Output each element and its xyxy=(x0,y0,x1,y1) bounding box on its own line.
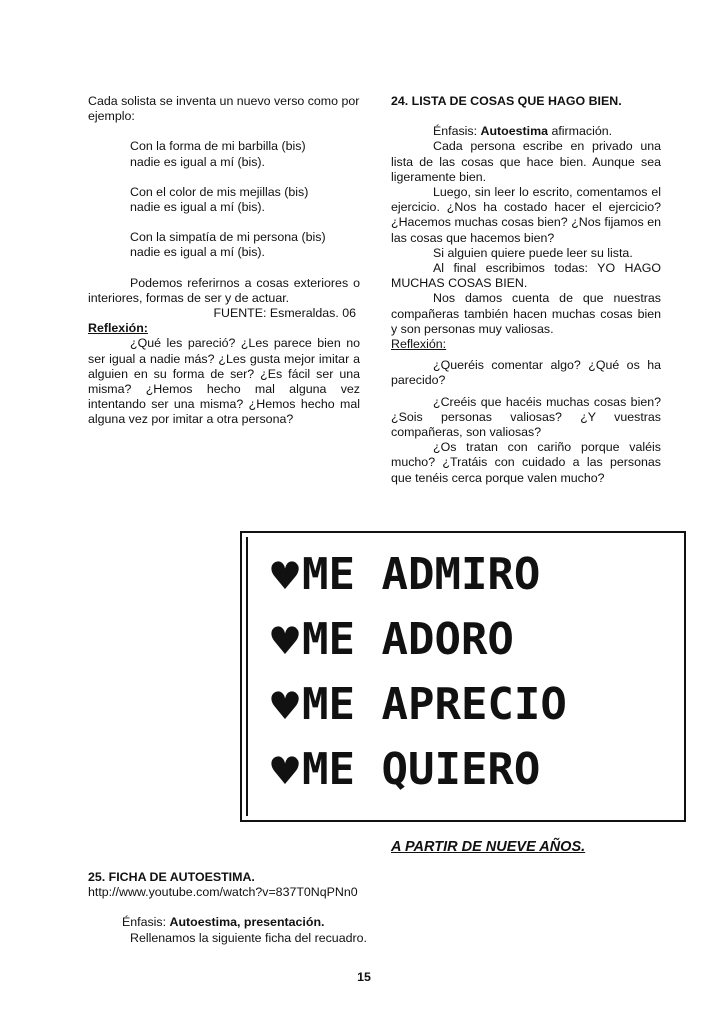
question-3: ¿Os tratan con cariño porque valéis mucho? ¿Tratáis con cuidado a las personas que tenéis cerca porque valen mucho? xyxy=(391,440,661,485)
paragraph-4: Al final escribimos todas: YO HAGO MUCHAS COSAS BIEN. xyxy=(391,261,661,291)
paragraph-3: Si alguien quiere puede leer su lista. xyxy=(433,245,633,260)
verse-2 xyxy=(88,185,360,215)
reflexion-heading: Reflexión: xyxy=(88,321,148,336)
heart-icon: ♥ xyxy=(268,684,303,728)
verse-line: Con la forma de mi barbilla (bis) xyxy=(130,139,306,154)
reflexion-text: ¿Qué les pareció? ¿Les parece bien no ser igual a nadie más? ¿Les gusta mejor imitar a alguien en su forma de ser? ¿Es fácil ser una misma? ¿Hemos hecho mal alguna vez intentando ser una misma? ¿Hemos hecho mal alguna vez por imitar a otra persona? xyxy=(88,336,360,427)
paragraph-1: Cada persona escribe en privado una lista de las cosas que hace bien. Aunque sea ligeramente bien. xyxy=(391,139,661,184)
affirmation-text: ME ADMIRO xyxy=(302,549,541,600)
enfasis-line-25 xyxy=(88,915,408,930)
affirmation-item xyxy=(268,673,567,738)
right-column xyxy=(391,94,661,486)
verse-line: nadie es igual a mí (bis). xyxy=(130,200,265,215)
affirmation-item xyxy=(268,738,567,803)
section-24-heading: 24. LISTA DE COSAS QUE HAGO BIEN. xyxy=(391,94,622,108)
enfasis-line xyxy=(391,124,661,139)
section-25-heading: 25. FICHA DE AUTOESTIMA. xyxy=(88,870,255,884)
reflexion-heading-right: Reflexión: xyxy=(391,337,447,352)
verse-line: nadie es igual a mí (bis). xyxy=(130,245,265,260)
section-25 xyxy=(88,870,408,946)
affirmation-text: ME APRECIO xyxy=(302,679,567,730)
paragraph-2: Luego, sin leer lo escrito, comentamos el ejercicio. ¿Nos ha costado hacer el ejercicio? ¿Hacemos muchas cosas bien? ¿Nos fijamos en las cosas que hacemos bien? xyxy=(391,185,661,245)
affirmation-text: ME QUIERO xyxy=(302,744,541,795)
enfasis-label: Énfasis: xyxy=(433,124,481,139)
verse-line: Con la simpatía de mi persona (bis) xyxy=(130,230,326,245)
enfasis-rest: afirmación. xyxy=(548,124,613,139)
paragraph-referirnos: Podemos referirnos a cosas exteriores o interiores, formas de ser y de actuar. xyxy=(88,275,360,305)
heart-icon: ♥ xyxy=(268,619,303,663)
affirmation-banner xyxy=(240,531,686,822)
page-number: 15 xyxy=(357,970,371,984)
verse-3 xyxy=(88,230,360,260)
verse-1 xyxy=(88,139,360,169)
paragraph-5: Nos damos cuenta de que nuestras compañeras también hacen muchas cosas bien y son personas muy valiosas. xyxy=(391,291,661,336)
enfasis-keyword: Autoestima, presentación. xyxy=(169,915,325,930)
verse-line: nadie es igual a mí (bis). xyxy=(130,154,265,169)
affirmation-item xyxy=(268,608,567,673)
affirmation-list xyxy=(268,543,567,803)
source-credit: FUENTE: Esmeraldas. 06 xyxy=(213,306,356,321)
heart-icon: ♥ xyxy=(268,749,303,793)
affirmation-item xyxy=(268,543,567,608)
left-column xyxy=(88,94,360,428)
question-2: ¿Creéis que hacéis muchas cosas bien? ¿Sois personas valiosas? ¿Y vuestras compañeras, son valiosas? xyxy=(391,394,661,440)
heart-icon: ♥ xyxy=(268,554,303,598)
intro-text: Cada solista se inventa un nuevo verso como por ejemplo: xyxy=(88,94,360,124)
affirmation-text: ME ADORO xyxy=(302,614,514,665)
banner-inner-rule xyxy=(246,537,248,816)
enfasis-keyword: Autoestima xyxy=(480,124,549,139)
section-25-text: Rellenamos la siguiente ficha del recuadro. xyxy=(130,930,367,945)
enfasis-label: Énfasis: xyxy=(122,915,170,930)
youtube-link[interactable]: http://www.youtube.com/watch?v=837T0NqPNn0 xyxy=(88,885,358,900)
verse-line: Con el color de mis mejillas (bis) xyxy=(130,184,309,199)
question-1: ¿Queréis comentar algo? ¿Qué os ha parecido? xyxy=(391,358,661,388)
age-note: A PARTIR DE NUEVE AÑOS. xyxy=(391,839,586,855)
